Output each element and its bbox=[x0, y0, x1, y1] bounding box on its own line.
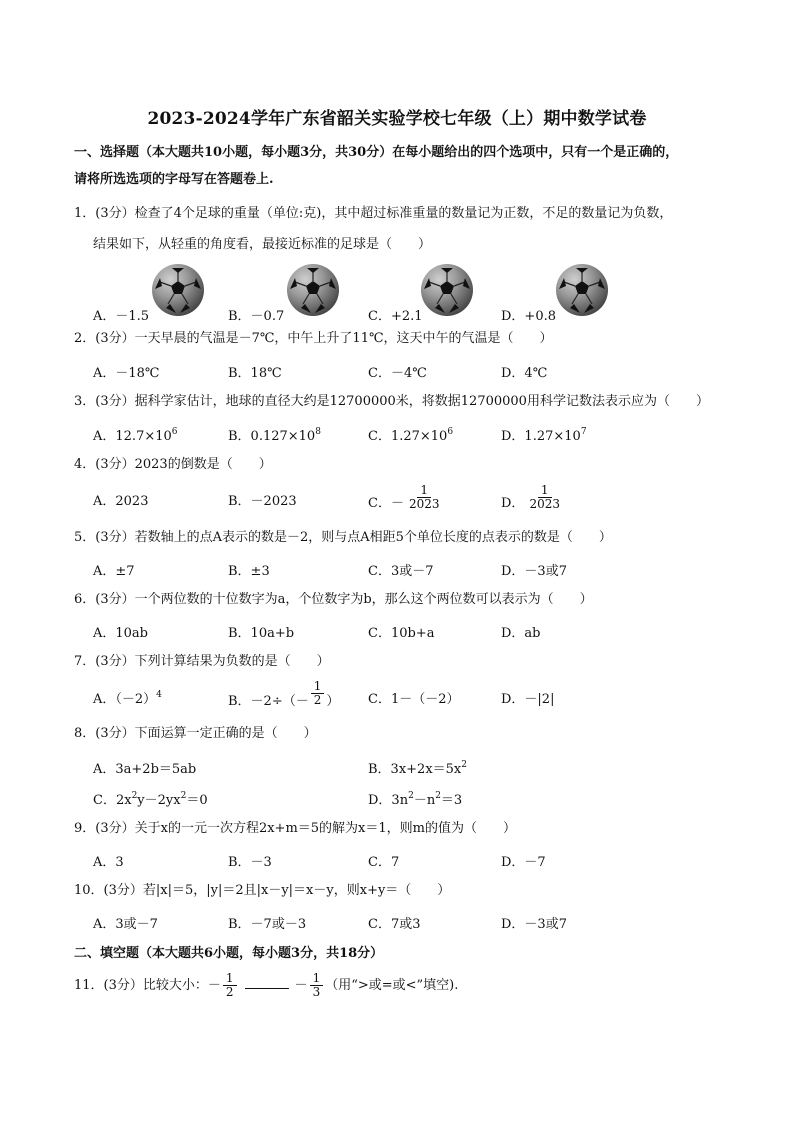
q11-tail: （用“>或=或<”填空). bbox=[325, 978, 459, 993]
q4-options bbox=[93, 484, 733, 518]
q7-options bbox=[93, 680, 733, 714]
q7-option-b-tail: ） bbox=[326, 694, 340, 709]
section1-desc2: 请将所选选项的字母写在答题卷上. bbox=[74, 172, 274, 187]
q5-option-b[interactable]: B．±3 bbox=[228, 564, 270, 579]
q10-option-b[interactable]: B．－7或－3 bbox=[228, 917, 307, 932]
q7-option-a-base: A．（－2） bbox=[93, 692, 157, 707]
q1-option-c[interactable]: C．+2.1 bbox=[368, 309, 423, 324]
q9-option-b[interactable]: B．－3 bbox=[228, 855, 272, 870]
q9-stem: 9．(3分）关于x的一元一次方程2x+m＝5的解为x＝1，则m的值为（ ） bbox=[74, 821, 516, 836]
q7-option-b[interactable] bbox=[228, 680, 339, 707]
q4-option-d-label: D． bbox=[501, 496, 525, 511]
q11 bbox=[74, 972, 734, 1008]
q5-stem: 5．(3分）若数轴上的点A表示的数是－2，则与点A相距5个单位长度的点表示的数是（ ） bbox=[74, 530, 612, 545]
q8-option-d-base: D．3n bbox=[368, 793, 409, 808]
q9-option-c[interactable]: C．7 bbox=[368, 855, 400, 870]
q4-option-d[interactable] bbox=[501, 484, 565, 511]
q6-option-d[interactable]: D．ab bbox=[501, 626, 541, 641]
q1-option-d[interactable]: D．+0.8 bbox=[501, 309, 556, 324]
q6-option-a[interactable]: A．10ab bbox=[93, 626, 149, 641]
q9-options bbox=[93, 851, 733, 873]
q4-option-d-fraction bbox=[526, 484, 563, 511]
q8-options-row1 bbox=[93, 758, 733, 780]
fraction-denominator: 2023 bbox=[529, 497, 560, 511]
q11-f1-sign: － bbox=[207, 978, 221, 993]
q3-options bbox=[93, 425, 733, 447]
q10-option-c[interactable]: C．7或3 bbox=[368, 917, 421, 932]
q7-option-d[interactable]: D．－|2| bbox=[501, 692, 555, 707]
q4-stem: 4．(3分）2023的倒数是（ ） bbox=[74, 457, 272, 472]
q6-option-c[interactable]: C．10b+a bbox=[368, 626, 435, 641]
q4-option-c-fraction bbox=[406, 484, 443, 511]
page-title: 2023-2024学年广东省韶关实验学校七年级（上）期中数学试卷 bbox=[147, 109, 647, 129]
q7-option-c[interactable]: C．1－（－2） bbox=[368, 692, 460, 707]
q3-option-a-base: A．12.7×10 bbox=[93, 429, 172, 444]
q3-option-c-exp: 6 bbox=[447, 427, 454, 437]
q1-option-b[interactable]: B．－0.7 bbox=[228, 309, 285, 324]
section1-intro bbox=[74, 144, 734, 162]
q7-stem: 7．(3分）下列计算结果为负数的是（ ） bbox=[74, 654, 330, 669]
fraction-numerator: 1 bbox=[311, 680, 325, 694]
q8-option-a[interactable]: A．3a+2b＝5ab bbox=[93, 762, 197, 777]
section2-heading: 二、填空题（本大题共6小题，每小题3分，共18分） bbox=[74, 946, 384, 961]
q2-option-d[interactable]: D．4℃ bbox=[501, 366, 548, 381]
q4-option-b[interactable]: B．－2023 bbox=[228, 494, 297, 509]
q4-option-c-label: C． bbox=[368, 496, 391, 511]
q6-stem: 6．(3分）一个两位数的十位数字为a，个位数字为b，那么这个两位数可以表示为（ ） bbox=[74, 592, 593, 607]
q3-option-d[interactable] bbox=[501, 425, 587, 444]
q8-stem: 8．(3分）下面运算一定正确的是（ ） bbox=[74, 726, 317, 741]
fraction-numerator: 1 bbox=[310, 972, 324, 986]
q8-option-b-exp: 2 bbox=[461, 760, 467, 770]
q8-option-c-base: C．2x bbox=[93, 793, 132, 808]
q11-stem: 11．(3分）比较大小： bbox=[74, 978, 208, 993]
q5-options bbox=[93, 560, 733, 582]
q8-option-c-tail: ＝0 bbox=[186, 793, 208, 808]
q5-option-a[interactable]: A．±7 bbox=[93, 564, 135, 579]
q2-option-c[interactable]: C．－4℃ bbox=[368, 366, 427, 381]
q8-option-c[interactable] bbox=[93, 789, 208, 808]
q4-option-a[interactable]: A．2023 bbox=[93, 494, 149, 509]
q2-stem: 2．(3分）一天早晨的气温是－7℃，中午上升了11℃，这天中午的气温是（ ） bbox=[74, 331, 553, 346]
fraction-denominator: 2 bbox=[313, 693, 322, 707]
q3-option-a-exp: 6 bbox=[171, 427, 178, 437]
q7-option-a-exp: 4 bbox=[156, 690, 162, 700]
q11-f2-sign: － bbox=[294, 978, 308, 993]
q5-option-c[interactable]: C．3或－7 bbox=[368, 564, 434, 579]
q2-options bbox=[93, 362, 733, 384]
q8-option-d-mid: －n bbox=[413, 793, 436, 808]
q10-option-a[interactable]: A．3或－7 bbox=[93, 917, 158, 932]
q7-option-b-label: B．－2÷（ bbox=[228, 694, 296, 709]
q9-option-a[interactable]: A．3 bbox=[93, 855, 124, 870]
fraction-numerator: 1 bbox=[223, 972, 237, 986]
q4-option-c[interactable] bbox=[368, 484, 445, 511]
q3-option-b-exp: 8 bbox=[315, 427, 321, 437]
answer-blank[interactable] bbox=[245, 978, 289, 989]
q10-options bbox=[93, 913, 733, 935]
q8-option-d-exp1: 2 bbox=[408, 791, 414, 801]
q11-fraction-1 bbox=[223, 972, 237, 999]
q10-stem: 10．(3分）若|x|＝5，|y|＝2且|x－y|＝x－y，则x+y＝（ ） bbox=[74, 883, 451, 898]
fraction-denominator: 3 bbox=[312, 985, 321, 999]
q3-option-d-exp: 7 bbox=[580, 427, 587, 437]
q8-options-row2 bbox=[93, 789, 733, 811]
fraction-denominator: 2023 bbox=[408, 497, 440, 511]
q5-option-d[interactable]: D．－3或7 bbox=[501, 564, 567, 579]
fraction-numerator: 1 bbox=[417, 484, 431, 498]
q1-stem: 1．(3分）检查了4个足球的重量（单位:克)，其中超过标准重量的数量记为正数，不足的数量记为负数， bbox=[74, 206, 673, 221]
fraction-denominator: 2 bbox=[225, 985, 234, 999]
q7-option-b-sign: － bbox=[295, 694, 309, 709]
q8-option-b-base: B．3x+2x＝5x bbox=[368, 762, 462, 777]
q2-option-b[interactable]: B．18℃ bbox=[228, 366, 282, 381]
q8-option-c-exp1: 2 bbox=[131, 791, 138, 801]
section1-heading: 一、选择题（本大题共10小题，每小题3分，共30分） bbox=[74, 145, 393, 160]
q8-option-d-tail: ＝3 bbox=[440, 793, 463, 808]
q3-option-b[interactable] bbox=[228, 425, 321, 444]
q3-option-c[interactable] bbox=[368, 425, 453, 444]
q2-option-a[interactable]: A．－18℃ bbox=[93, 366, 160, 381]
q6-option-b[interactable]: B．10a+b bbox=[228, 626, 295, 641]
q1-option-a[interactable]: A．－1.5 bbox=[93, 309, 150, 324]
q1-stem2: 结果如下，从轻重的角度看，最接近标准的足球是（ ） bbox=[93, 237, 432, 252]
q3-option-b-base: B．0.127×10 bbox=[228, 429, 316, 444]
q4-option-c-sign: － bbox=[390, 496, 404, 511]
q7-option-b-fraction bbox=[311, 680, 325, 707]
q8-option-c-exp2: 2 bbox=[180, 791, 187, 801]
q8-option-d[interactable] bbox=[368, 789, 462, 808]
q8-option-b[interactable] bbox=[368, 758, 467, 777]
q8-option-d-exp2: 2 bbox=[435, 791, 441, 801]
q1-options bbox=[93, 305, 733, 327]
q3-option-a[interactable] bbox=[93, 425, 178, 444]
section1-desc: 在每小题给出的四个选项中，只有一个是正确的， bbox=[392, 145, 679, 160]
q9-option-d[interactable]: D．－7 bbox=[501, 855, 546, 870]
fraction-numerator: 1 bbox=[538, 484, 552, 498]
q3-option-d-base: D．1.27×10 bbox=[501, 429, 581, 444]
q3-option-c-base: C．1.27×10 bbox=[368, 429, 448, 444]
q8-option-c-mid: y－2yx bbox=[137, 793, 181, 808]
q10-option-d[interactable]: D．－3或7 bbox=[501, 917, 567, 932]
q6-options bbox=[93, 622, 733, 644]
q7-option-a[interactable] bbox=[93, 688, 162, 707]
q3-stem: 3．(3分）据科学家估计，地球的直径大约是12700000米，将数据12700000用科学记数法表示应为（ ） bbox=[74, 394, 709, 409]
q11-fraction-2 bbox=[310, 972, 324, 999]
